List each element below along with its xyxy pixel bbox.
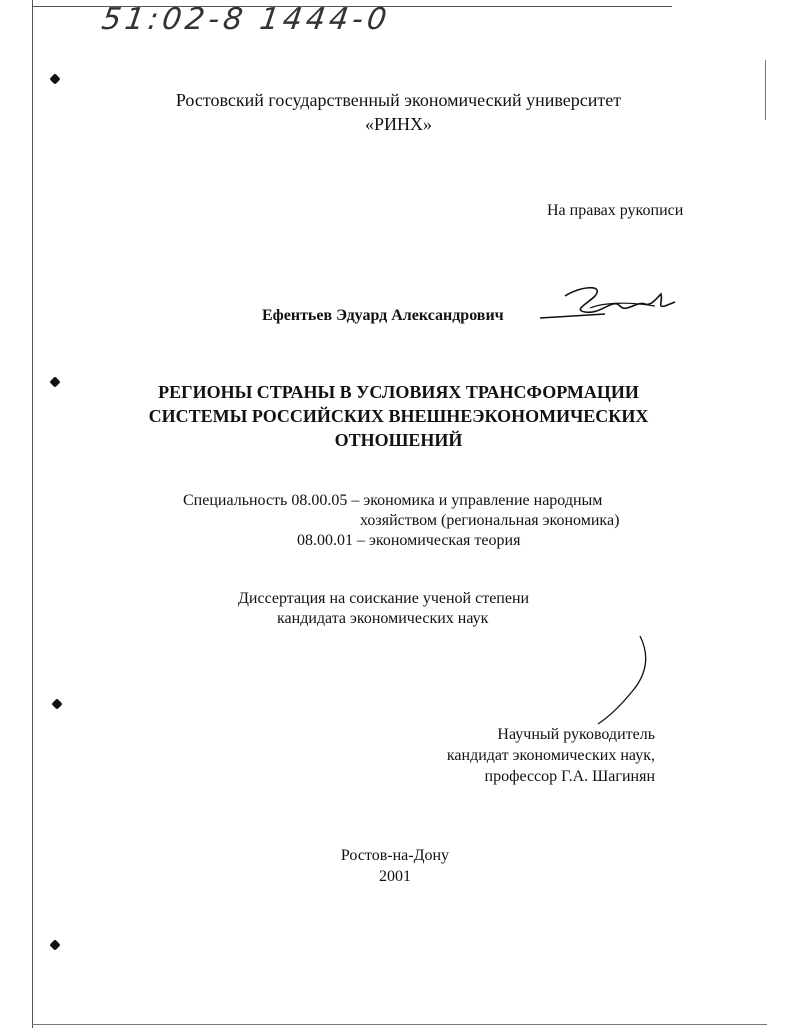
supervisor-block [420,724,655,787]
signature-stroke-1 [540,314,605,318]
specialty-line-3: 08.00.01 – экономическая теория [297,532,521,549]
supervisor-line-2: кандидат экономических наук, [446,747,655,764]
author-signature [535,278,680,328]
supervisor-line-3: профессор Г.А. Шагинян [484,768,655,785]
scan-border-bottom [32,1024,767,1025]
university-line-2: «РИНХ» [364,114,432,134]
scan-border-left [32,0,33,1028]
dissertation-title [0,380,797,452]
manuscript-note: На правах рукописи [547,202,684,219]
place-year [290,845,500,887]
signature-stroke-2 [565,288,675,313]
archive-code: 51:02-8 1444-0 [99,2,393,37]
degree-line-1: Диссертация на соискание ученой степени [238,590,530,607]
title-line-1: РЕГИОНЫ СТРАНЫ В УСЛОВИЯХ ТРАНСФОРМАЦИИ [158,382,639,402]
specialty-line-1: Специальность 08.00.05 – экономика и управление народным [183,492,603,509]
supervisor-signature-stroke [598,636,646,724]
title-line-2: СИСТЕМЫ РОССИЙСКИХ ВНЕШНЕЭКОНОМИЧЕСКИХ [148,406,649,426]
place: Ростов-на-Дону [340,847,450,864]
degree-line-2: кандидата экономических наук [277,610,489,627]
specialty-line-2: хозяйством (региональная экономика) [360,512,620,529]
supervisor-signature [590,632,660,727]
university-line-1: Ростовский государственный экономический университет [175,90,622,110]
title-line-3: ОТНОШЕНИЙ [334,430,463,450]
punch-hole-3 [51,698,62,709]
supervisor-line-1: Научный руководитель [497,726,655,743]
punch-hole-1 [49,73,60,84]
university-name [0,88,797,136]
author-name: Ефентьев Эдуард Александрович [262,307,504,324]
year: 2001 [379,868,411,885]
punch-hole-4 [49,939,60,950]
